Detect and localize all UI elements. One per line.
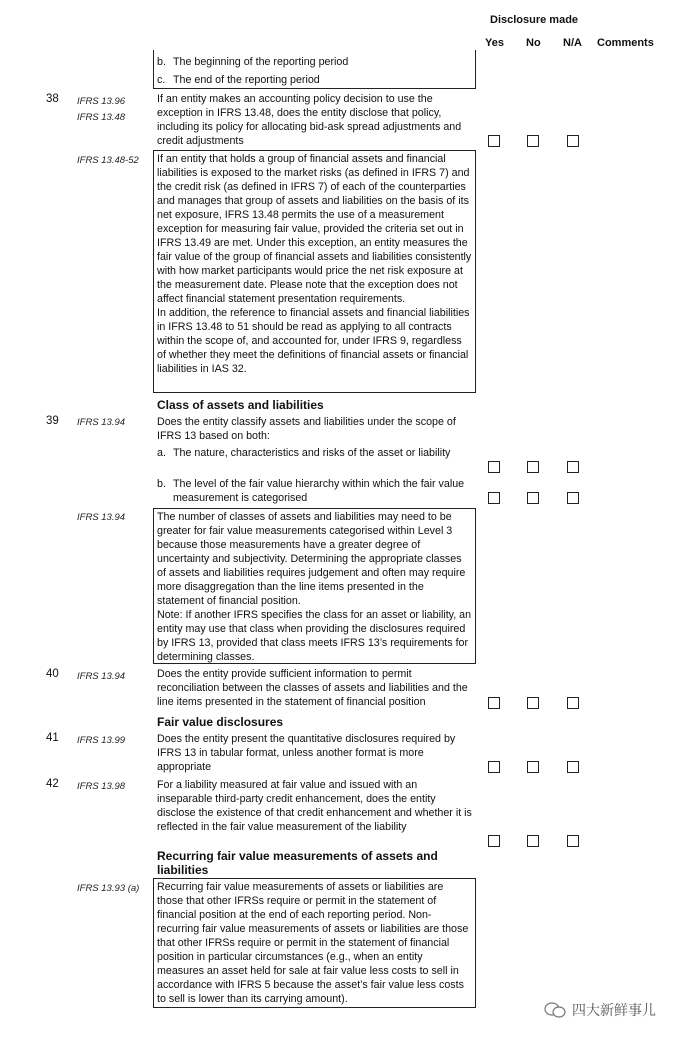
q38-yes-checkbox[interactable] bbox=[488, 135, 500, 147]
q40-no-checkbox[interactable] bbox=[527, 697, 539, 709]
q39-note-reference: IFRS 13.94 bbox=[77, 512, 126, 523]
yes-column-header: Yes bbox=[485, 37, 504, 49]
q42-na-checkbox[interactable] bbox=[567, 835, 579, 847]
list-item-c bbox=[157, 73, 473, 87]
guidance-paragraph-1: The number of classes of assets and liabilities may need to be greater for fair value measurements categorised within Level 3 because those measurements have a greater degree of uncertainty and subjectivity. Determining the appropriate classes of assets and liabilities requires judgement and often may require more disaggregation than the line items presented in the statement of financial position. bbox=[157, 511, 466, 607]
chat-bubble-icon bbox=[544, 1001, 566, 1019]
question-number-38: 38 bbox=[46, 93, 59, 105]
q42-reference: IFRS 13.98 bbox=[77, 781, 126, 792]
comments-column-header: Comments bbox=[597, 37, 654, 49]
guidance-paragraph-2: In addition, the reference to financial assets and financial liabilities in IFRS 13.48 to 51 should be read as applying to all contracts within the scope of, and accounted for, under IFRS 9, regardless of whether they meet the definitions of financial assets or financial liabilities in IAS 32. bbox=[157, 307, 470, 375]
q41-reference: IFRS 13.99 bbox=[77, 735, 126, 746]
q40-na-checkbox[interactable] bbox=[567, 697, 579, 709]
q38-na-checkbox[interactable] bbox=[567, 135, 579, 147]
guidance-paragraph: Recurring fair value measurements of assets or liabilities are those that other IFRSs require or permit in the statement of financial position at the end of each reporting period. Non-recurring fair value measurements of assets or liabilities are those that other IFRSs require or permit in the statement of financial position in particular circumstances (e.g., when an entity measures an asset held for sale at fair value less costs to sell in accordance with IFRS 5 because the asset’s fair value less costs to sell is lower than its carrying amount). bbox=[157, 881, 469, 1005]
list-item-b bbox=[157, 55, 473, 69]
guidance-paragraph-2: Note: If another IFRS specifies the class for an asset or liability, an entity may use that class when providing the disclosures required by IFRS 13, provided that class meets IFRS 13’s requirements for determining classes. bbox=[157, 609, 472, 663]
q38-note-reference: IFRS 13.48-52 bbox=[77, 155, 139, 166]
q41-yes-checkbox[interactable] bbox=[488, 761, 500, 773]
section-heading-recurring: Recurring fair value measurements of assets and liabilities bbox=[157, 849, 438, 877]
q39-item-a bbox=[157, 446, 473, 460]
question-number-40: 40 bbox=[46, 668, 59, 680]
item-letter: b. bbox=[157, 56, 166, 68]
q39b-no-checkbox[interactable] bbox=[527, 492, 539, 504]
item-letter: c. bbox=[157, 74, 166, 86]
guidance-paragraph-1: If an entity that holds a group of financial assets and financial liabilities is exposed to the market risks (as defined in IFRS 7) and the credit risk (as defined in IFRS 7) of each of the counterparties and manages that group of assets and liabilities on the basis of its net exposure, IFRS 13.48 permits the use of a measurement exception for measuring fair value, provided the criteria set out in IFRS 13.49 are met. Under this exception, an entity measures the fair value of the group of financial assets and liabilities consistently with how market participants would price the net risk exposure at the measurement date. Please note that the exception does not affect financial statement presentation requirements. bbox=[157, 153, 472, 305]
q39a-na-checkbox[interactable] bbox=[567, 461, 579, 473]
item-letter: b. bbox=[157, 478, 166, 490]
question-number-42: 42 bbox=[46, 778, 59, 790]
item-text: The beginning of the reporting period bbox=[173, 56, 349, 68]
watermark bbox=[544, 1000, 656, 1020]
q38-reference-2: IFRS 13.48 bbox=[77, 112, 126, 123]
item-text: The nature, characteristics and risks of the asset or liability bbox=[173, 447, 451, 459]
top-continuation-box bbox=[153, 50, 476, 89]
q39-guidance-box bbox=[153, 508, 476, 664]
section-heading-fair-value: Fair value disclosures bbox=[157, 715, 284, 729]
q39a-no-checkbox[interactable] bbox=[527, 461, 539, 473]
recurring-note-reference: IFRS 13.93 (a) bbox=[77, 883, 140, 894]
item-text: The level of the fair value hierarchy within which the fair value measurement is categorised bbox=[173, 478, 465, 504]
q38-guidance-box bbox=[153, 150, 476, 393]
q40-yes-checkbox[interactable] bbox=[488, 697, 500, 709]
q41-no-checkbox[interactable] bbox=[527, 761, 539, 773]
q38-question-text: If an entity makes an accounting policy decision to use the exception in IFRS 13.48, does the entity disclose that policy, including its policy for allocating bid-ask spread adjustments and credit adjustments bbox=[157, 93, 462, 147]
q38-reference-1: IFRS 13.96 bbox=[77, 96, 126, 107]
item-text: The end of the reporting period bbox=[173, 74, 320, 86]
no-column-header: No bbox=[526, 37, 541, 49]
item-letter: a. bbox=[157, 447, 166, 459]
watermark-text: 四大新鲜事儿 bbox=[572, 1002, 656, 1018]
question-number-41: 41 bbox=[46, 732, 59, 744]
q42-no-checkbox[interactable] bbox=[527, 835, 539, 847]
na-column-header: N/A bbox=[563, 37, 582, 49]
q42-yes-checkbox[interactable] bbox=[488, 835, 500, 847]
q39-item-b bbox=[157, 477, 473, 505]
q39a-yes-checkbox[interactable] bbox=[488, 461, 500, 473]
q39b-na-checkbox[interactable] bbox=[567, 492, 579, 504]
q41-na-checkbox[interactable] bbox=[567, 761, 579, 773]
q40-question-text: Does the entity provide sufficient information to permit reconciliation between the classes of assets and liabilities and the line items presented in the statement of financial position bbox=[157, 668, 468, 708]
recurring-guidance-box bbox=[153, 878, 476, 1008]
q39-question-text: Does the entity classify assets and liabilities under the scope of IFRS 13 based on both: bbox=[157, 416, 456, 442]
disclosure-made-header: Disclosure made bbox=[490, 14, 579, 26]
question-number-39: 39 bbox=[46, 415, 59, 427]
q42-question-text: For a liability measured at fair value and issued with an inseparable third-party credit enhancement, does the entity disclose the existence of that credit enhancement and whether it is reflected in the fair value measurement of the liability bbox=[157, 779, 472, 833]
q38-no-checkbox[interactable] bbox=[527, 135, 539, 147]
q41-question-text: Does the entity present the quantitative disclosures required by IFRS 13 in tabular format, unless another format is more appropriate bbox=[157, 733, 456, 773]
q40-reference: IFRS 13.94 bbox=[77, 671, 126, 682]
q39b-yes-checkbox[interactable] bbox=[488, 492, 500, 504]
section-heading-class: Class of assets and liabilities bbox=[157, 398, 324, 412]
q39-reference: IFRS 13.94 bbox=[77, 417, 126, 428]
